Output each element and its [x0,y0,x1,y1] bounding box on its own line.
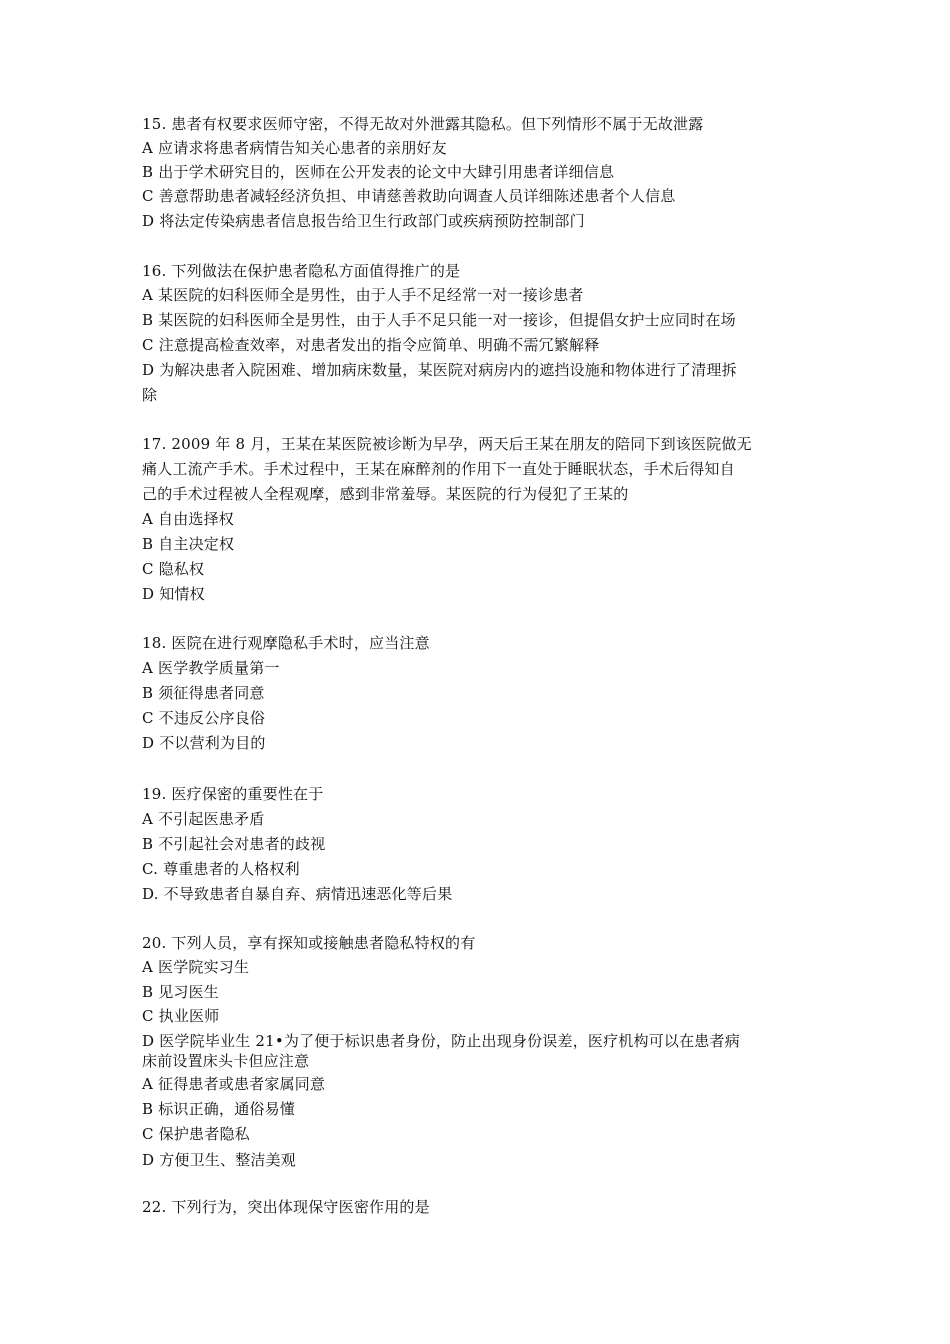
question-19-option-b: B 不引起社会对患者的歧视 [142,835,326,853]
question-19-option-c: C. 尊重患者的人格权利 [142,860,300,878]
question-19-stem: 19. 医疗保密的重要性在于 [142,785,324,803]
question-21-stem-continued: 床前设置床头卡但应注意 [142,1052,310,1070]
question-21-option-b: B 标识正确，通俗易懂 [142,1100,295,1118]
question-16-option-c: C 注意提高检查效率，对患者发出的指令应简单、明确不需冗繁解释 [142,336,600,354]
question-17-stem-line-1: 17. 2009 年 8 月，王某在某医院被诊断为早孕，两天后王某在朋友的陪同下到该医院做无 [142,435,752,453]
question-22-stem: 22. 下列行为，突出体现保守医密作用的是 [142,1198,430,1216]
question-15-option-a: A 应请求将患者病情告知关心患者的亲朋好友 [142,139,447,157]
question-20-option-c: C 执业医师 [142,1007,220,1025]
question-17-stem-line-2: 痛人工流产手术。手术过程中，王某在麻醉剂的作用下一直处于睡眠状态，手术后得知自 [142,460,735,478]
question-21-option-a: A 征得患者或患者家属同意 [142,1075,326,1093]
question-20-option-a: A 医学院实习生 [142,958,250,976]
question-20-option-b: B 见习医生 [142,983,219,1001]
question-20-stem: 20. 下列人员，享有探知或接触患者隐私特权的有 [142,934,476,952]
question-19-option-a: A 不引起医患矛盾 [142,810,265,828]
question-16-option-d-continued: 除 [142,386,158,404]
question-19-option-d: D. 不导致患者自暴自弃、病情迅速恶化等后果 [142,885,453,903]
question-20-option-d-and-question-21-stem: D 医学院毕业生 21•为了便于标识患者身份，防止出现身份误差，医疗机构可以在患者病 [142,1032,740,1050]
question-16-option-d: D 为解决患者入院困难、增加病床数量，某医院对病房内的遮挡设施和物体进行了清理拆 [142,361,737,379]
question-15-option-d: D 将法定传染病患者信息报告给卫生行政部门或疾病预防控制部门 [142,212,585,230]
question-17-option-d: D 知情权 [142,585,205,603]
question-18-option-d: D 不以营利为目的 [142,734,266,752]
question-17-option-c: C 隐私权 [142,560,205,578]
question-16-option-b: B 某医院的妇科医师全是男性，由于人手不足只能一对一接诊，但提倡女护士应同时在场 [142,311,736,329]
question-15-option-b: B 出于学术研究目的，医师在公开发表的论文中大肆引用患者详细信息 [142,163,615,181]
question-16-stem: 16. 下列做法在保护患者隐私方面值得推广的是 [142,262,461,280]
question-18-option-b: B 须征得患者同意 [142,684,265,702]
question-18-option-a: A 医学教学质量第一 [142,659,280,677]
question-21-option-c: C 保护患者隐私 [142,1125,250,1143]
question-18-option-c: C 不违反公序良俗 [142,709,266,727]
question-18-stem: 18. 医院在进行观摩隐私手术时，应当注意 [142,634,430,652]
question-15-option-c: C 善意帮助患者减轻经济负担、申请慈善救助向调查人员详细陈述患者个人信息 [142,187,676,205]
question-17-option-a: A 自由选择权 [142,510,235,528]
question-17-option-b: B 自主决定权 [142,535,235,553]
question-21-option-d: D 方便卫生、整洁美观 [142,1151,296,1169]
question-17-stem-line-3: 己的手术过程被人全程观摩，感到非常羞辱。某医院的行为侵犯了王某的 [142,485,629,503]
question-15-stem: 15. 患者有权要求医师守密，不得无故对外泄露其隐私。但下列情形不属于无故泄露 [142,115,704,133]
question-16-option-a: A 某医院的妇科医师全是男性，由于人手不足经常一对一接诊患者 [142,286,584,304]
